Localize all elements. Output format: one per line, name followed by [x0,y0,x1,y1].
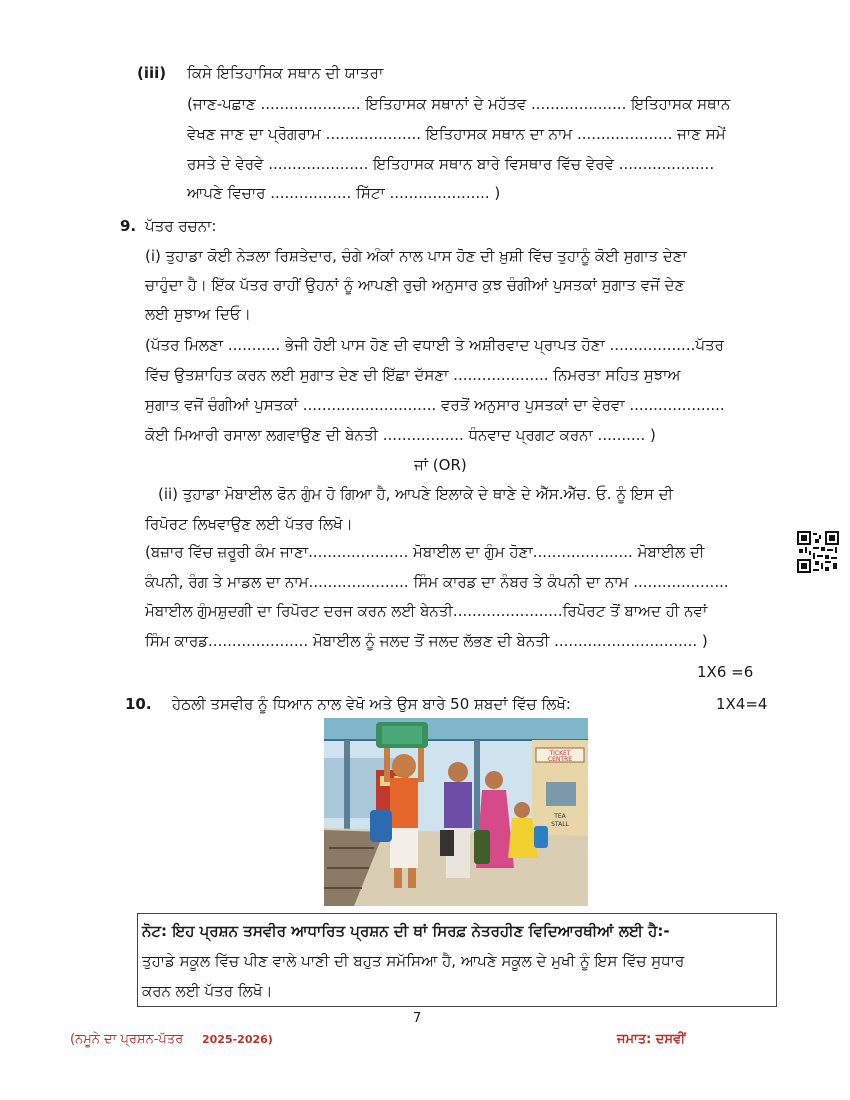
marks-q9: 1X6 =6 [697,663,754,681]
question-iii-title: ਕਿਸੇ ਇਤਿਹਾਸਿਕ ਸਥਾਨ ਦੀ ਯਾਤਰਾ [187,64,384,82]
footer-left: (ਨਮੂਨੇ ਦਾ ਪ੍ਰਸ਼ਨ-ਪੱਤਰ [70,1032,184,1047]
hint-line: ਵਿੱਚ ਉਤਸ਼ਾਹਿਤ ਕਰਨ ਲਈ ਸੁਗਾਤ ਦੇਣ ਦੀ ਇੱਛਾ ਦੱਸਣਾ .................... ਨਿਮਰਤਾ ਸਹਿਤ ਸੁਝਾਅ [145,366,681,384]
hint-line: (ਜਾਣ-ਪਛਾਣ ..................... ਇਤਿਹਾਸਕ ਸਥਾਨਾਂ ਦੇ ਮਹੱਤਵ .................... ਇਤਿਹਾਸਕ ਸਥਾਨ [187,95,731,113]
marks-q10: 1X4=4 [716,695,768,713]
question-9-number: 9. [120,217,137,235]
question-9-part2: ਰਿਪੋਰਟ ਲਿਖਵਾਉਣ ਲਈ ਪੱਤਰ ਲਿਖੋ। [145,515,353,533]
hint-line: ਵੇਖਣ ਜਾਣ ਦਾ ਪ੍ਰੋਗਰਾਮ .................... ਇਤਿਹਾਸਕ ਸਥਾਨ ਦਾ ਨਾਮ .................... ਜਾਣ ਸਮੇਂ [187,125,726,143]
qr-code[interactable] [797,531,839,573]
question-iii-label: (iii) [137,64,167,82]
question-10-number: 10. [125,695,152,713]
question-9-part1: ਲਈ ਸੁਝਾਅ ਦਿਓ। [145,305,251,323]
railway-station-picture [324,718,588,906]
note-line: ਤੁਹਾਡੇ ਸਕੂਲ ਵਿੱਚ ਪੀਣ ਵਾਲੇ ਪਾਣੀ ਦੀ ਬਹੁਤ ਸਮੱਸਿਆ ਹੈ, ਆਪਣੇ ਸਕੂਲ ਦੇ ਮੁਖੀ ਨੂੰ ਇਸ ਵਿੱਚ ਸੁਧਾਰ [142,952,685,970]
hint-line: (ਪੱਤਰ ਮਿਲਣਾ ........... ਭੇਜੀ ਹੋਈ ਪਾਸ ਹੋਣ ਦੀ ਵਧਾਈ ਤੇ ਅਸ਼ੀਰਵਾਦ ਪ੍ਰਾਪਤ ਹੋਣਾ ..................ਪੱਤਰ [145,336,724,354]
question-9-part2: (ii) ਤੁਹਾਡਾ ਮੋਬਾਈਲ ਫੋਨ ਗੁੰਮ ਹੋ ਗਿਆ ਹੈ, ਆਪਣੇ ਇਲਾਕੇ ਦੇ ਥਾਣੇ ਦੇ ਐੱਸ.ਐੱਚ. ਓ. ਨੂੰ ਇਸ ਦੀ [158,485,674,503]
hint-line: ਕੋਈ ਮਿਆਰੀ ਰਸਾਲਾ ਲਗਵਾਉਣ ਦੀ ਬੇਨਤੀ ................. ਧੰਨਵਾਦ ਪ੍ਰਗਟ ਕਰਨਾ .......... ) [145,426,656,444]
footer-year: 2025-2026) [202,1033,273,1046]
hint-line: ਆਪਣੇ ਵਿਚਾਰ ................. ਸਿੱਟਾ ..................... ) [187,184,501,202]
stall-sign: STALL [551,821,569,828]
page-number: 7 [413,1011,422,1026]
note-line: ਕਰਨ ਲਈ ਪੱਤਰ ਲਿਖੋ। [142,982,273,1000]
or-separator: ਜਾਂ (OR) [414,456,467,474]
hint-line: ਸੁਗਾਤ ਵਜੋਂ ਚੰਗੀਆਂ ਪੁਸਤਕਾਂ ............................ ਵਰਤੋਂ ਅਨੁਸਾਰ ਪੁਸਤਕਾਂ ਦਾ ਵੇਰਵਾ .................... [145,396,725,414]
note-title: ਨੋਟ: ਇਹ ਪ੍ਰਸ਼ਨ ਤਸਵੀਰ ਆਧਾਰਿਤ ਪ੍ਰਸ਼ਨ ਦੀ ਥਾਂ ਸਿਰਫ਼ ਨੇਤਰਹੀਣ ਵਿਦਿਆਰਥੀਆਂ ਲਈ ਹੈ:- [142,922,670,940]
hint-line: ਸਿੰਮ ਕਾਰਡ..................... ਮੋਬਾਈਲ ਨੂੰ ਜਲਦ ਤੋਂ ਜਲਦ ਲੱਭਣ ਦੀ ਬੇਨਤੀ .............................. ) [145,632,708,650]
hint-line: ਰਸਤੇ ਦੇ ਵੇਰਵੇ ..................... ਇਤਿਹਾਸਕ ਸਥਾਨ ਬਾਰੇ ਵਿਸਥਾਰ ਵਿੱਚ ਵੇਰਵੇ .................... [187,155,715,173]
question-9-part1: ਚਾਹੁੰਦਾ ਹੈ। ਇੱਕ ਪੱਤਰ ਰਾਹੀਂ ਉਹਨਾਂ ਨੂੰ ਆਪਣੀ ਰੁਚੀ ਅਨੁਸਾਰ ਕੁਝ ਚੰਗੀਆਂ ਪੁਸਤਕਾਂ ਸੁਗਾਤ ਵਜੋਂ ਦੇਣ [145,276,685,294]
hint-line: (ਬਜ਼ਾਰ ਵਿੱਚ ਜ਼ਰੂਰੀ ਕੰਮ ਜਾਣਾ..................... ਮੋਬਾਈਲ ਦਾ ਗੁੰਮ ਹੋਣਾ..................... ਮੋਬਾਈਲ ਦੀ [145,543,705,561]
tea-sign: TEA [554,813,566,820]
question-9-part1: (i) ਤੁਹਾਡਾ ਕੋਈ ਨੇੜਲਾ ਰਿਸ਼ਤੇਦਾਰ, ਚੰਗੇ ਅੰਕਾਂ ਨਾਲ ਪਾਸ ਹੋਣ ਦੀ ਖ਼ੁਸ਼ੀ ਵਿੱਚ ਤੁਹਾਨੂੰ ਕੋਈ ਸੁਗਾਤ ਦੇਣਾ [145,247,687,265]
footer-right: ਜਮਾਤ: ਦਸਵੀਂ [617,1032,686,1047]
hint-line: ਕੰਪਨੀ, ਰੰਗ ਤੇ ਮਾਡਲ ਦਾ ਨਾਮ..................... ਸਿੰਮ ਕਾਰਡ ਦਾ ਨੰਬਰ ਤੇ ਕੰਪਨੀ ਦਾ ਨਾਮ .................... [145,573,729,591]
question-10-text: ਹੇਠਲੀ ਤਸਵੀਰ ਨੂੰ ਧਿਆਨ ਨਾਲ ਵੇਖੋ ਅਤੇ ਉਸ ਬਾਰੇ 50 ਸ਼ਬਦਾਂ ਵਿੱਚ ਲਿਖੋ: [172,695,571,713]
ticket-sign: TICKET [549,750,571,757]
question-9-title: ਪੱਤਰ ਰਚਨਾ: [145,217,217,235]
centre-sign: CENTRE [547,756,573,763]
hint-line: ਮੋਬਾਈਲ ਗੁੰਮਸ਼ੁਦਗੀ ਦਾ ਰਿਪੋਰਟ ਦਰਜ ਕਰਨ ਲਈ ਬੇਨਤੀ.......................ਰਿਪੋਰਟ ਤੋਂ ਬਾਅਦ ਹੀ ਨਵਾਂ [145,602,708,620]
